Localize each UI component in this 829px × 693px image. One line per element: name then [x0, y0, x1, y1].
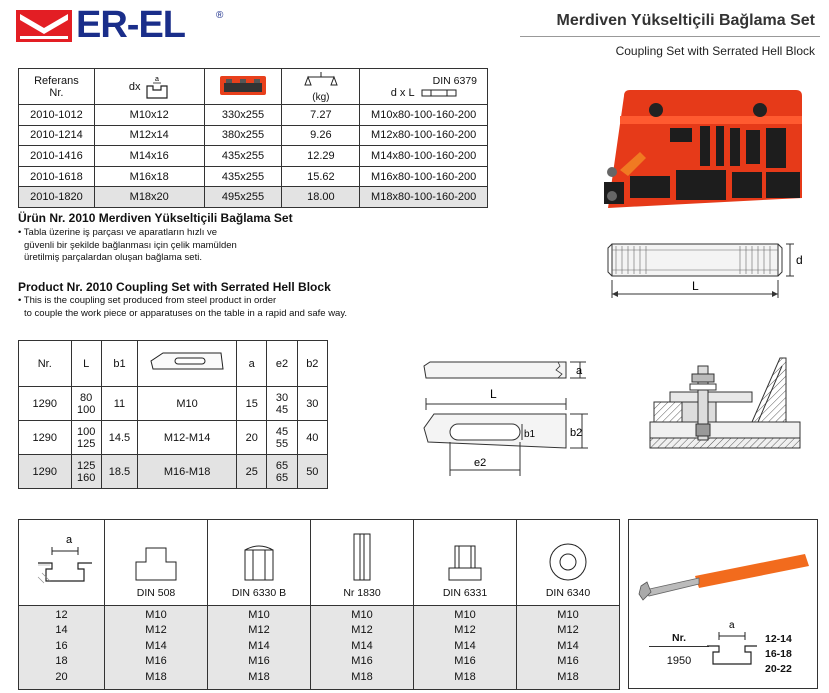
table-row: [19, 387, 328, 421]
list-item: M18: [454, 670, 476, 683]
e2-cell: 30 45: [267, 387, 297, 421]
list-item: M18: [145, 670, 167, 683]
col-header-l: L: [71, 341, 101, 387]
e2-cell: 45 55: [267, 421, 297, 455]
list-item: 20: [55, 670, 68, 683]
list-item: M18: [557, 670, 579, 683]
table-cell: M16x18: [94, 166, 204, 187]
nr-cell: 1290: [19, 387, 72, 421]
list-item: M14: [351, 639, 373, 652]
l-cell: 100 125: [71, 421, 101, 455]
table-cell: 435x255: [204, 146, 282, 167]
b2-cell: 30: [297, 387, 327, 421]
table-cell: 2010-1416: [19, 146, 95, 167]
din508-cell: DIN 508: [105, 520, 208, 606]
table-cell: 12.29: [282, 146, 360, 167]
e2-cell: 65 65: [267, 455, 297, 489]
b2-cell: 40: [297, 421, 327, 455]
din508-values: [105, 606, 208, 690]
list-item: M12: [145, 624, 167, 637]
list-item: M10: [145, 609, 167, 621]
din6330b-values: [208, 606, 311, 690]
a-cell: 15: [237, 387, 267, 421]
clamp-drawing: [420, 352, 600, 480]
col-header-nr: Nr.: [19, 341, 72, 387]
din6340-values: [517, 606, 620, 690]
list-item: M12: [351, 624, 373, 637]
svg-text:a: a: [729, 620, 735, 631]
wrench-image: [635, 538, 811, 608]
list-item: 12: [55, 609, 68, 621]
table-cell: 495x255: [204, 187, 282, 208]
coupling-nut-icon: [350, 530, 374, 584]
table-cell: 18.00: [282, 187, 360, 208]
table-cell: M14x80-100-160-200: [360, 146, 488, 167]
clamp-icon: [147, 347, 227, 377]
svg-text:L: L: [490, 387, 497, 401]
table-cell: 7.27: [282, 105, 360, 126]
logo-mark: [16, 10, 72, 42]
nr-cell: 1290: [19, 455, 72, 489]
din6331-values: [414, 606, 517, 690]
description-tr-text: • Tabla üzerine iş parçası ve aparatların hızlı ve güvenli bir şekilde bağlanması için çelik mamülden üretilmiş parçalardan oluşan bağlama seti.: [18, 227, 237, 263]
list-item: M16: [351, 655, 373, 668]
table-cell: M12x14: [94, 125, 204, 146]
collar-nut-icon: [445, 540, 485, 584]
set-reference-table: [18, 68, 488, 208]
table-cell: 15.62: [282, 166, 360, 187]
col-header-e2: e2: [267, 341, 297, 387]
a-cell: 20: [237, 421, 267, 455]
list-item: M12: [557, 624, 579, 637]
list-item: M10: [454, 609, 476, 621]
table-row: [19, 187, 488, 208]
list-item: M18: [248, 670, 270, 683]
t-nut-icon: [134, 544, 178, 584]
list-item: M10: [351, 609, 373, 621]
clamp-set-icon: [218, 73, 268, 97]
table-cell: M18x80-100-160-200: [360, 187, 488, 208]
col-header-b2: b2: [297, 341, 327, 387]
stud-icon: [421, 89, 457, 97]
svg-text:d: d: [796, 253, 803, 267]
svg-text:a: a: [576, 365, 583, 377]
table-row: [19, 421, 328, 455]
b1-cell: 18.5: [101, 455, 137, 489]
table-cell: 2010-1820: [19, 187, 95, 208]
list-item: M12: [454, 624, 476, 637]
thread-cell: M12-M14: [138, 421, 237, 455]
din6331-cell: DIN 6331: [414, 520, 517, 606]
b2-cell: 50: [297, 455, 327, 489]
logo-registered: ®: [216, 10, 224, 21]
wrench-nr-value: 1950: [666, 655, 692, 667]
list-item: M10: [557, 609, 579, 621]
list-item: M10: [248, 609, 270, 621]
col-header-ref: Referans Nr.: [19, 69, 95, 105]
wrench-nr-divider: [649, 646, 709, 647]
list-item: M16: [248, 655, 270, 668]
clamp-dimension-table: [18, 340, 328, 489]
b1-cell: 14.5: [101, 421, 137, 455]
a-cell: 25: [237, 455, 267, 489]
scale-icon: [304, 71, 338, 91]
list-item: 18: [55, 655, 68, 668]
description-en-title: Product Nr. 2010 Coupling Set with Serrated Hell Block: [18, 280, 331, 294]
table-cell: 2010-1012: [19, 105, 95, 126]
nr1830-values: [311, 606, 414, 690]
washer-icon: [546, 540, 590, 584]
t-slot-icon: [32, 531, 92, 591]
col-header-set-box: [204, 69, 282, 105]
table-cell: 435x255: [204, 166, 282, 187]
table-cell: 9.26: [282, 125, 360, 146]
svg-text:a: a: [154, 75, 159, 83]
col-header-clamp: [138, 341, 237, 387]
col-header-b1: b1: [101, 341, 137, 387]
clamping-assembly-drawing: [640, 352, 810, 456]
nr1830-cell: Nr 1830: [311, 520, 414, 606]
l-cell: 80 100: [71, 387, 101, 421]
svg-text:L: L: [692, 279, 699, 293]
list-item: M12: [248, 624, 270, 637]
table-row: [19, 455, 328, 489]
list-item: M14: [454, 639, 476, 652]
table-cell: M18x20: [94, 187, 204, 208]
list-item: M14: [248, 639, 270, 652]
col-header-stud: DIN 6379 d x L: [360, 69, 488, 105]
list-item: M14: [557, 639, 579, 652]
thread-cell: M16-M18: [138, 455, 237, 489]
slot-size-column: [19, 606, 105, 690]
hex-nut-icon: [239, 540, 279, 584]
slot-header-cell: [19, 520, 105, 606]
wrench-slot-icon: [705, 618, 759, 672]
title-divider: [520, 36, 820, 37]
table-row: [19, 146, 488, 167]
accessories-table: [18, 519, 620, 690]
table-cell: M10x12: [94, 105, 204, 126]
table-row: [19, 125, 488, 146]
list-item: M16: [454, 655, 476, 668]
wrench-sizes: 12-14 16-18 20-22: [765, 633, 792, 675]
table-row: [19, 105, 488, 126]
table-cell: M12x80-100-160-200: [360, 125, 488, 146]
col-header-weight: (kg): [282, 69, 360, 105]
col-header-dx: dx a: [94, 69, 204, 105]
svg-text:b2: b2: [570, 427, 583, 439]
list-item: M14: [145, 639, 167, 652]
list-item: M18: [351, 670, 373, 683]
l-cell: 125 160: [71, 455, 101, 489]
col-header-a: a: [237, 341, 267, 387]
list-item: M16: [145, 655, 167, 668]
svg-text:a: a: [65, 534, 72, 546]
table-row: [19, 166, 488, 187]
stud-bolt-drawing: [600, 236, 810, 304]
thread-cell: M10: [138, 387, 237, 421]
nr-cell: 1290: [19, 421, 72, 455]
clamping-set-photo: [600, 88, 812, 218]
table-cell: M14x16: [94, 146, 204, 167]
wrench-box: [628, 519, 818, 689]
din6330b-cell: DIN 6330 B: [208, 520, 311, 606]
b1-cell: 11: [101, 387, 137, 421]
svg-text:b1: b1: [524, 429, 536, 440]
table-cell: M10x80-100-160-200: [360, 105, 488, 126]
description-tr-title: Ürün Nr. 2010 Merdiven Yükseltiçili Bağlama Set: [18, 211, 293, 225]
list-item: 14: [55, 624, 68, 637]
svg-text:e2: e2: [474, 457, 487, 469]
table-cell: M16x80-100-160-200: [360, 166, 488, 187]
description-en-text: • This is the coupling set produced from steel product in order to couple the work piece or apparatuses on the table in a rapid and safe way.: [18, 295, 348, 319]
wrench-nr-label: Nr.: [671, 632, 686, 644]
din6340-cell: DIN 6340: [517, 520, 620, 606]
page-title: Merdiven Yükseltiçili Bağlama Set: [556, 12, 815, 29]
slot-icon: [144, 74, 170, 100]
list-item: 16: [55, 639, 68, 652]
list-item: M16: [557, 655, 579, 668]
logo-text: ER-EL: [76, 4, 185, 46]
table-cell: 2010-1214: [19, 125, 95, 146]
table-cell: 2010-1618: [19, 166, 95, 187]
table-cell: 380x255: [204, 125, 282, 146]
table-cell: 330x255: [204, 105, 282, 126]
page-subtitle: Coupling Set with Serrated Hell Block: [615, 44, 815, 58]
